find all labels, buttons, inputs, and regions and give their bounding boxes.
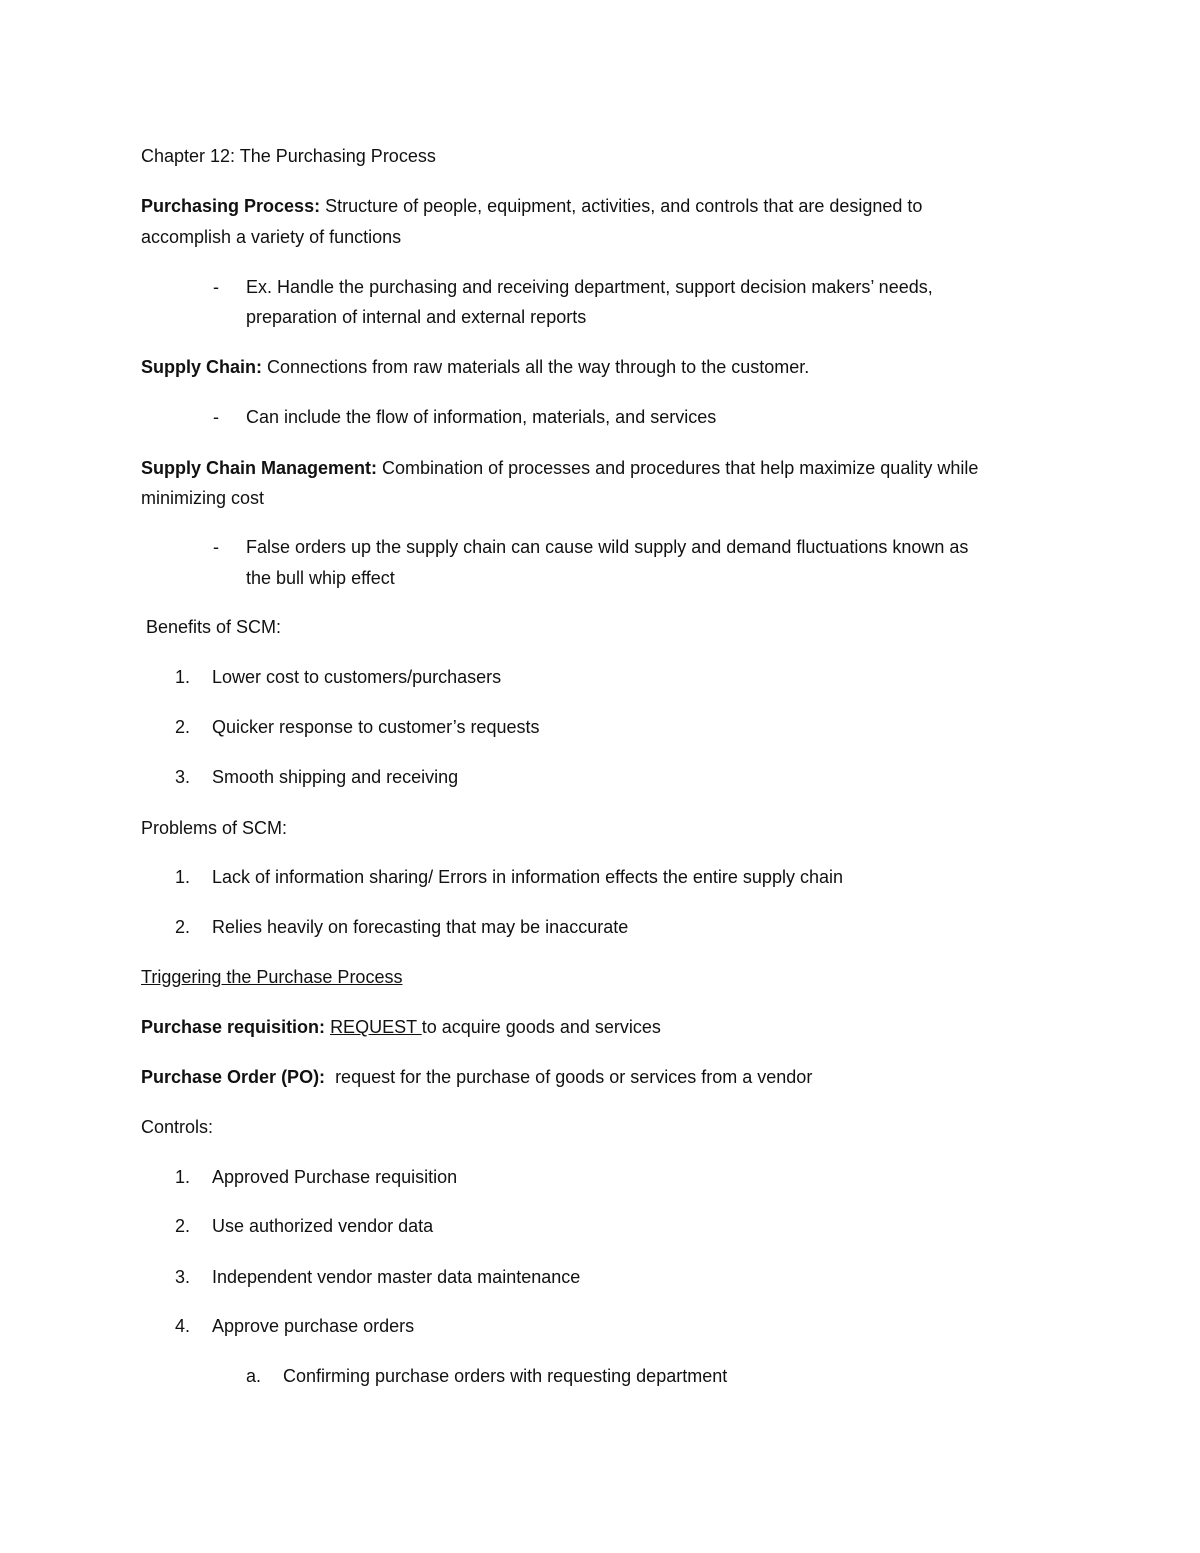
list-item: Quicker response to customer’s requests	[212, 717, 540, 737]
list-item: Smooth shipping and receiving	[212, 767, 459, 787]
controls-heading: Controls:	[141, 1117, 214, 1137]
supply-chain-term: Supply Chain:	[141, 357, 262, 377]
purchasing-process-example-2: preparation of internal and external reports	[246, 307, 587, 327]
purchase-order-term: Purchase Order (PO):	[141, 1067, 326, 1087]
list-item: Use authorized vendor data	[212, 1216, 434, 1236]
requisition-emphasis: REQUEST	[330, 1017, 422, 1037]
supply-chain-bullet: Can include the flow of information, materials, and services	[246, 407, 717, 427]
purchasing-process-term: Purchasing Process:	[141, 196, 321, 216]
requisition-definition	[141, 1016, 661, 1038]
list-item: Approve purchase orders	[212, 1316, 415, 1336]
list-number: 2.	[175, 1216, 191, 1236]
list-number: 1.	[175, 867, 191, 887]
benefits-heading: Benefits of SCM:	[146, 617, 282, 637]
list-number: 1.	[175, 667, 191, 687]
purchasing-process-example-1: Ex. Handle the purchasing and receiving department, support decision makers’ needs,	[246, 277, 933, 297]
sublist-letter: a.	[246, 1366, 262, 1386]
list-number: 2.	[175, 917, 191, 937]
problems-heading: Problems of SCM:	[141, 818, 288, 838]
list-number: 2.	[175, 717, 191, 737]
bullet-dash: -	[213, 277, 219, 297]
list-item: Lower cost to customers/purchasers	[212, 667, 502, 687]
list-item: Approved Purchase requisition	[212, 1167, 458, 1187]
purchasing-process-text-2: accomplish a variety of functions	[141, 227, 402, 247]
scm-term: Supply Chain Management:	[141, 458, 378, 478]
bullet-dash: -	[213, 407, 219, 427]
list-number: 3.	[175, 1267, 191, 1287]
requisition-term: Purchase requisition:	[141, 1017, 326, 1037]
purchasing-process-definition	[141, 195, 922, 217]
bullet-dash: -	[213, 537, 219, 557]
list-number: 1.	[175, 1167, 191, 1187]
list-item: Relies heavily on forecasting that may be inaccurate	[212, 917, 629, 937]
supply-chain-definition	[141, 356, 809, 378]
requisition-text: to acquire goods and services	[421, 1017, 661, 1037]
supply-chain-text: Connections from raw materials all the way through to the customer.	[262, 357, 810, 377]
list-item: Lack of information sharing/ Errors in information effects the entire supply chain	[212, 867, 843, 887]
scm-bullet-1: False orders up the supply chain can cause wild supply and demand fluctuations known as	[246, 537, 969, 557]
list-number: 4.	[175, 1316, 191, 1336]
list-number: 3.	[175, 767, 191, 787]
triggering-heading: Triggering the Purchase Process	[141, 967, 403, 987]
purchasing-process-text-1: Structure of people, equipment, activities, and controls that are designed to	[320, 196, 923, 216]
scm-text-2: minimizing cost	[141, 488, 265, 508]
purchase-order-definition	[141, 1066, 812, 1088]
sublist-item: Confirming purchase orders with requesting department	[283, 1366, 728, 1386]
list-item: Independent vendor master data maintenance	[212, 1267, 581, 1287]
page-title: Chapter 12: The Purchasing Process	[141, 146, 436, 166]
purchase-order-text: request for the purchase of goods or services from a vendor	[325, 1067, 813, 1087]
scm-definition	[141, 457, 978, 479]
scm-bullet-2: the bull whip effect	[246, 568, 395, 588]
scm-text-1: Combination of processes and procedures that help maximize quality while	[377, 458, 979, 478]
